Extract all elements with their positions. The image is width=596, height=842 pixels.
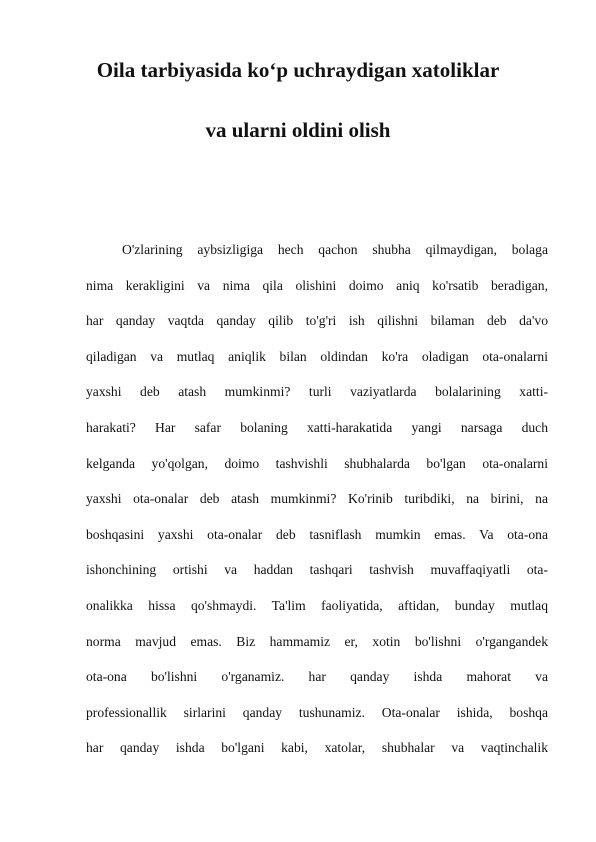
paragraph-line: har qanday ishda bo'lgani kabi, xatolar, shubhalar va vaqtinchalik [86, 740, 548, 756]
paragraph-line: yaxshi ota-onalar deb atash mumkinmi? Ko'rinib turibdiki, na birini, na [86, 491, 548, 507]
paragraph-line: ota-ona bo'lishni o'rganamiz. har qanday ishda mahorat va [86, 669, 548, 685]
paragraph-line: har qanday vaqtda qanday qilib to'g'ri ish qilishni bilaman deb da'vo [86, 313, 548, 329]
paragraph-line: boshqasini yaxshi ota-onalar deb tasniflash mumkin emas. Va ota-ona [86, 526, 548, 542]
body-paragraph [86, 232, 548, 766]
document-title-line-2: va ularni oldini olish [205, 118, 391, 142]
paragraph-line: qiladigan va mutlaq aniqlik bilan oldindan ko'ra oladigan ota-onalarni [86, 348, 548, 364]
paragraph-line: O'zlarining aybsizligiga hech qachon shubha qilmaydigan, bolaga [122, 242, 548, 257]
paragraph-line: yaxshi deb atash mumkinmi? turli vaziyatlarda bolalarining xatti- [86, 384, 548, 400]
paragraph-line: ishonchining ortishi va haddan tashqari tashvish muvaffaqiyatli ota- [86, 562, 548, 578]
paragraph-line: nima kerakligini va nima qila olishini doimo aniq ko'rsatib beradigan, [86, 277, 548, 293]
paragraph-line: harakati? Har safar bolaning xatti-harakatida yangi narsaga duch [86, 419, 548, 435]
paragraph-line: norma mavjud emas. Biz hammamiz er, xotin bo'lishni o'rgangandek [86, 633, 548, 649]
document-title-line-1: Oila tarbiyasida ko‘p uchraydigan xatoliklar [96, 58, 500, 82]
paragraph-line: onalikka hissa qo'shmaydi. Ta'lim faoliyatida, aftidan, bunday mutlaq [86, 597, 548, 613]
paragraph-line: professionallik sirlarini qanday tushunamiz. Ota-onalar ishida, boshqa [86, 704, 548, 720]
paragraph-line: kelganda yo'qolgan, doimo tashvishli shubhalarda bo'lgan ota-onalarni [86, 455, 548, 471]
